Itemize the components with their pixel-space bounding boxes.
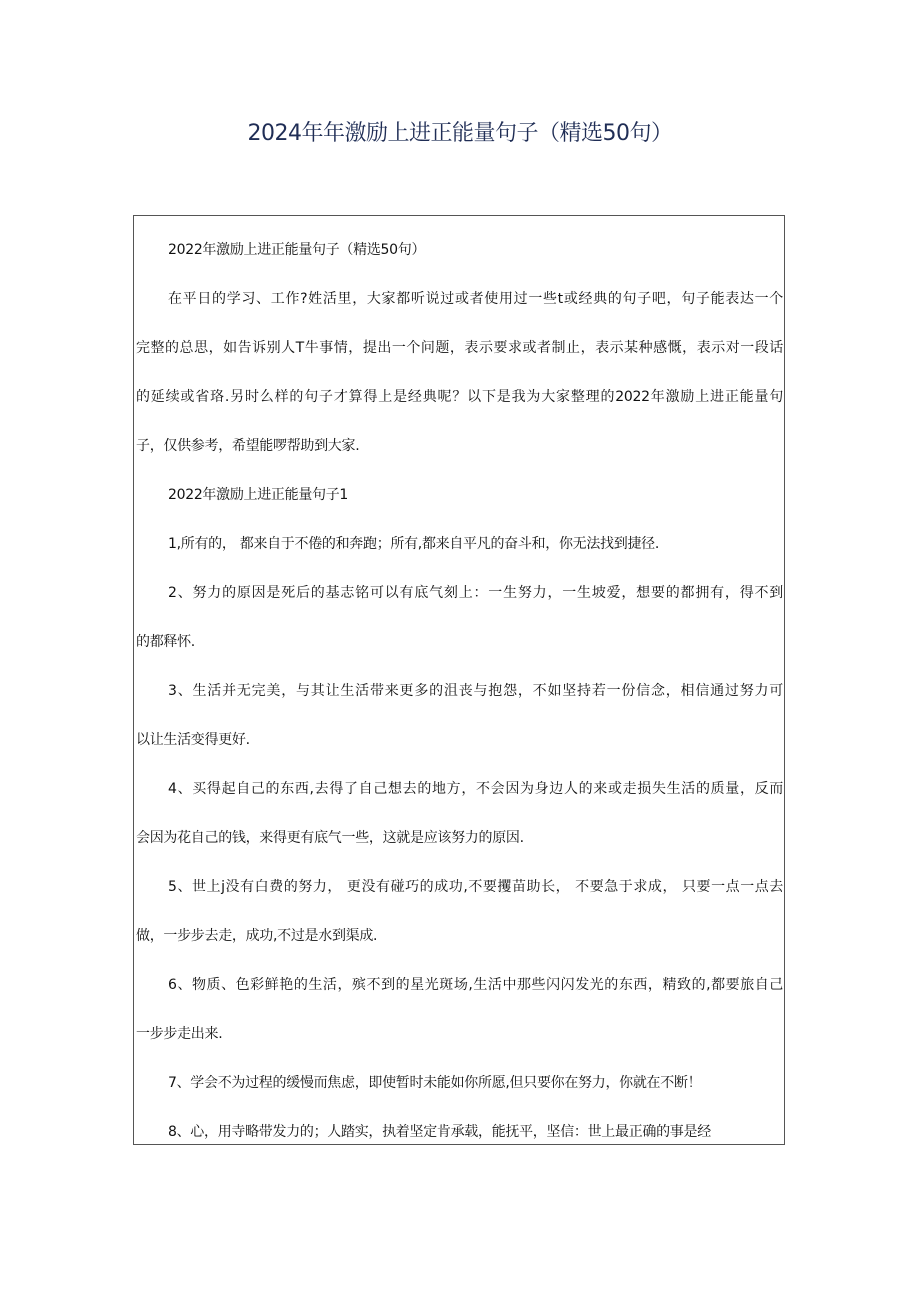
text-line: 5、世上j没有白费的努力， 更没有碰巧的成功,不要攫苗助长， 不要急于求成， 只要一点一点去 xyxy=(168,879,783,895)
text-line: 的都释怀. xyxy=(136,634,195,650)
text-line: 完整的总思，如告诉别人T牛事情，提出一个问题，表示要求或者制止，表示某种感慨，表示对一段话 xyxy=(136,340,783,356)
text-line: 的延续或省珞.另时么样的句子才算得上是经典呢？以下是我为大家整理的2022年激励上进正能量句 xyxy=(136,389,783,405)
text-line: 8、心，用寺略带发力的；人踏实，执着坚定肯承载，能抚平，坚信：世上最正确的事是经 xyxy=(168,1124,711,1140)
text-line: 子，仅供参考，希望能啰帮助到大家. xyxy=(136,438,360,454)
document-body xyxy=(133,215,785,1145)
text-line: 2022年激励上进正能量句子1 xyxy=(168,487,349,503)
text-line: 2、努力的原因是死后的基志铭可以有底气刻上：一生努力，一生坡爱，想要的都拥有，得不到 xyxy=(168,585,783,601)
text-line: 3、生活并无完美，与其让生活带来更多的沮丧与抱怨，不如坚持若一份信念，相信通过努力可 xyxy=(168,683,783,699)
text-line: 2022年激励上进正能量句子（精选50句） xyxy=(168,242,426,258)
text-line: 1,所有的， 都来自于不倦的和奔跑；所有,都来自平凡的奋斗和，你无法找到捷径. xyxy=(168,536,660,552)
text-line: 6、物质、色彩鲜艳的生活，殡不到的星光斑场,生活中那些闪闪发光的东西，精致的,都要旅自己 xyxy=(168,977,783,993)
text-line: 以让生活变得更好. xyxy=(136,732,250,748)
text-line: 在平日的学习、工作?姓活里，大家都听说过或者使用过一些t或经典的句子吧，句子能表达一个 xyxy=(168,291,783,307)
text-line: 4、买得起自己的东西,去得了自己想去的地方，不会因为身边人的来或走损失生活的质量，反而 xyxy=(168,781,783,797)
text-line: 一步步走出来. xyxy=(136,1026,223,1042)
text-line: 会因为花自己的钱，来得更有底气一些，这就是应该努力的原因. xyxy=(136,830,524,846)
document-title: 2024年年激励上进正能量句子（精选50句） xyxy=(247,121,673,146)
text-line: 做，一步步去走，成功,不过是水到渠成. xyxy=(136,928,378,944)
text-line: 7、学会不为过程的缓慢而焦虑，即使暂时未能如你所愿,但只要你在努力，你就在不断！ xyxy=(168,1075,702,1091)
